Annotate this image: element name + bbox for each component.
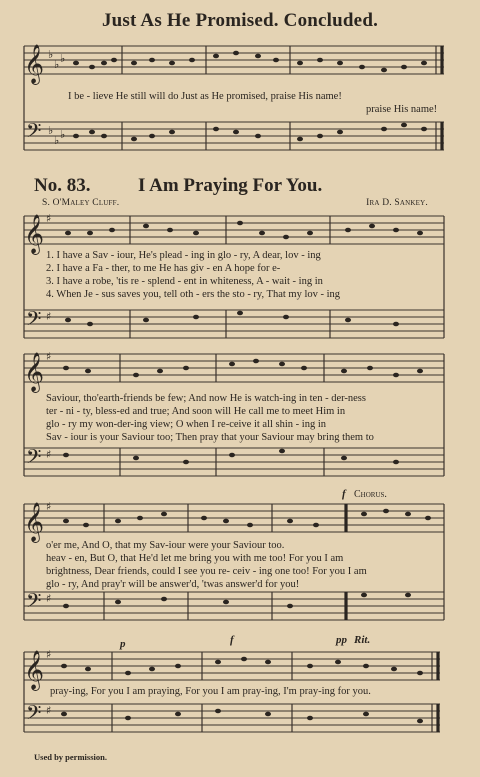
hymn-number: No. 83. [34,175,91,196]
bass-clef-icon: 𝄢 [26,307,42,335]
treble-clef-icon: 𝄞 [24,44,45,84]
hymn-author: S. O'Maley Cluff. [42,198,120,208]
svg-text:♭: ♭ [48,124,54,137]
svg-text:♯: ♯ [46,704,52,717]
ritardando-mark: Rit. [354,634,371,646]
svg-text:𝄢: 𝄢 [26,701,42,729]
lyric-system-2-verse-1: Saviour, tho'earth-friends be few; And now He is watch-ing in ten - der-ness [46,393,366,404]
svg-text:♭: ♭ [54,134,60,147]
svg-text:♭: ♭ [60,128,66,141]
svg-text:♯: ♯ [46,648,52,661]
previous-hymn-echo: praise His name! [366,104,438,115]
svg-text:♯: ♯ [46,500,52,513]
svg-text:𝄢: 𝄢 [26,589,42,617]
svg-text:♯: ♯ [46,350,52,363]
lyric-system-2-verse-2: ter - ni - ty, bless-ed and true; And soon will He call me to meet Him in [46,406,346,417]
svg-text:♯: ♯ [46,310,52,323]
dynamic-pianissimo: pp [336,634,347,646]
svg-text:𝄞: 𝄞 [24,502,45,542]
lyric-system-3-verse-1: o'er me, And O, that my Sav-iour were your Saviour too. [46,540,285,551]
lyric-system-3-verse-4: glo - ry, And pray'r will be answer'd, 'twas answer'd for you! [46,579,300,590]
bass-clef-icon: 𝄢 [26,119,42,147]
lyric-system-3-verse-3: brightness, Dear friends, could I see you re- ceiv - ing one too! For you I am [46,566,367,577]
lyric-system-1-verse-1: 1. I have a Sav - iour, He's plead - ing in glo - ry, A dear, lov - ing [46,250,321,261]
hymn-title: I Am Praying For You. [138,175,323,196]
lyric-system-1-verse-3: 3. I have a robe, 'tis re - splend - ent in whiteness, A - wait - ing in [46,276,323,287]
lyric-system-2-verse-3: glo - ry my won-der-ing view; O when I re-ceive it all shin - ing in [46,419,327,430]
svg-text:𝄞: 𝄞 [24,650,45,690]
flat-icon: ♭ [48,48,54,61]
grand-staff-system-3 [0,494,480,634]
treble-staff-lines [24,46,444,74]
dynamic-forte: f [230,634,234,646]
chorus-label: Chorus. [354,489,387,500]
dynamic-forte-chorus: f [342,488,346,500]
lyric-system-1-verse-4: 4. When Je - sus saves you, tell oth - ers the sto - ry, That my lov - ing [46,289,341,300]
bass-staff-lines [24,122,444,150]
lyric-system-3-verse-2: heav - en, But O, that He'd let me bring you with me too! For you I am [46,553,344,564]
svg-text:𝄢: 𝄢 [26,445,42,473]
svg-text:♯: ♯ [46,592,52,605]
lyric-system-1-verse-2: 2. I have a Fa - ther, to me He has giv - en A hope for e- [46,263,281,274]
svg-text:♭: ♭ [54,58,60,71]
permission-footer: Used by permission. [34,752,107,762]
svg-text:♭: ♭ [60,52,66,65]
grand-staff-system-4 [0,642,480,762]
previous-hymn-title: Just As He Promised. Concluded. [101,10,379,31]
svg-text:♯: ♯ [46,448,52,461]
sharp-icon: ♯ [46,212,52,225]
lyric-system-4-chorus: pray-ing, For you I am praying, For you I am pray-ing, I'm pray-ing for you. [50,686,371,697]
dynamic-piano: p [120,638,126,650]
previous-hymn-lyric: I be - lieve He still will do Just as He promised, praise His name! [68,91,342,102]
svg-text:𝄞: 𝄞 [24,352,45,392]
hymn-composer: Ira D. Sankey. [366,198,428,208]
lyric-system-2-verse-4: Sav - iour is your Saviour too; Then pray that your Saviour may bring them to [46,432,374,443]
treble-clef-icon: 𝄞 [24,214,45,254]
